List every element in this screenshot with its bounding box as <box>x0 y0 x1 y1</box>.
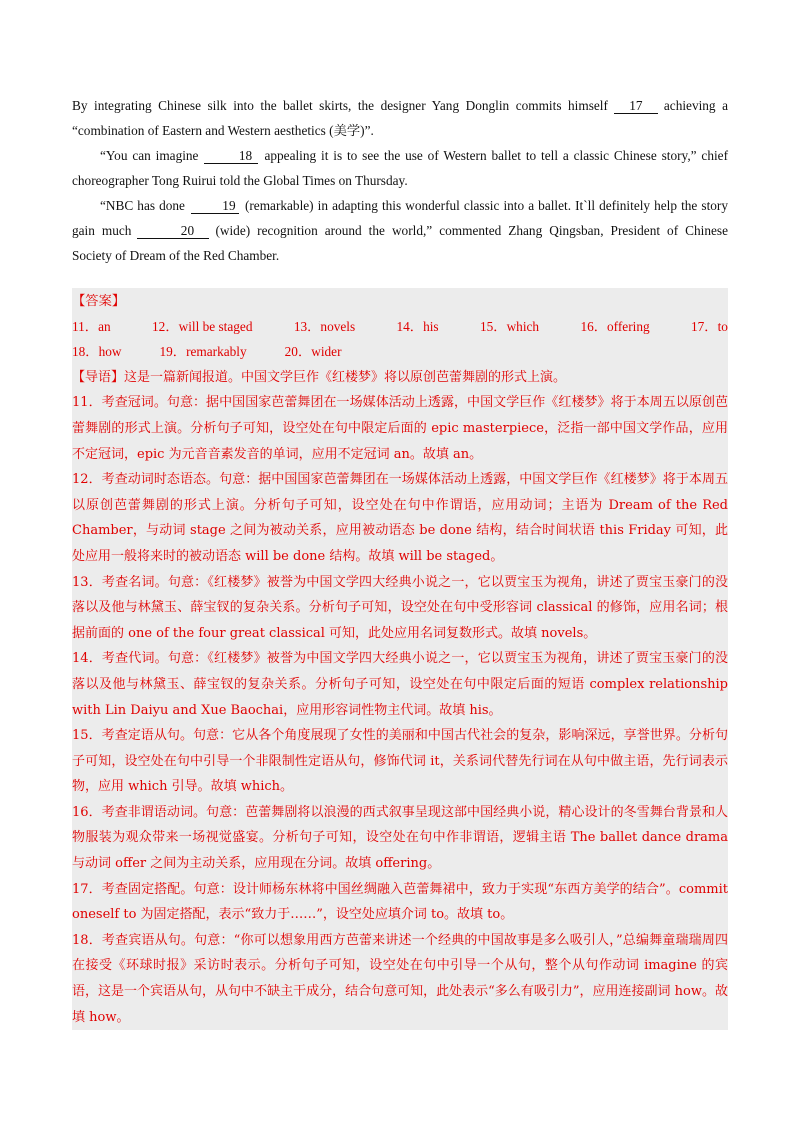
answer-14: 14．his <box>396 318 439 334</box>
answer-17: 17．to <box>690 318 728 334</box>
explanation-15: 15．考查定语从句。句意：它从各个角度展现了女性的美丽和中国古代社会的复杂，影响深远，享誉世界。分析句子可知，设空处在句中引导一个非限制性定语从句，修饰代词 it，关系词代替先行词在从句中做主语，先行词表示物，应用 which 引导。故填 which。 <box>72 728 728 795</box>
paragraph-1 <box>72 93 728 143</box>
guide-intro: 【导语】这是一篇新闻报道。中国文学巨作《红楼梦》将以原创芭蕾舞剧的形式上演。 <box>72 369 567 385</box>
explanation-17: 17．考查固定搭配。句意：设计师杨东林将中国丝绸融入芭蕾舞裙中，致力于实现“东西方美学的结合”。commit oneself to 为固定搭配，表示“致力于……”，设空处应填介词 to。故填 to。 <box>72 881 728 923</box>
explanation-18: 18．考查宾语从句。句意：“你可以想象用西方芭蕾来讲述一个经典的中国故事是多么吸引人，”总编舞童瑞瑞周四在接受《环球时报》采访时表示。分析句子可知，设空处在句中引导一个从句，整个从句作动词 imagine 的宾语，这是一个宾语从句，从句中不缺主干成分，结合句意可知，此处表示“多么有吸引力”，应用连接副词 how。故填 how。 <box>72 932 728 1025</box>
explanation-11: 11．考查冠词。句意：据中国国家芭蕾舞团在一场媒体活动上透露，中国文学巨作《红楼梦》将于本周五以原创芭蕾舞剧的形式上演。分析句子可知，设空处在句中限定后面的 epic masterpiece，泛指一部中国文学作品，应用不定冠词，epic 为元音音素发音的单词，应用不定冠词 an。故填 an。 <box>72 395 728 462</box>
paragraph-text: (wide) recognition around the world,” commented Zhang Qingsban, President of Chinese Society of Dream of the Red Chamber. <box>72 223 728 263</box>
paragraph-text: achieving a “combination of Eastern and Western aesthetics (美学)”. <box>72 98 728 138</box>
blank-17: 17 <box>614 98 658 114</box>
explanation-13: 13．考查名词。句意：《红楼梦》被誉为中国文学四大经典小说之一，它以贾宝玉为视角，讲述了贾宝玉豪门的没落以及他与林黛玉、薛宝钗的复杂关系。分析句子可知，设空处在句中受形容词 classical 的修饰，应用名词；根据前面的 one of the four great classical 可知，此处应用名词复数形式。故填 novels。 <box>72 574 728 641</box>
explanation-16: 16．考查非谓语动词。句意：芭蕾舞剧将以浪漫的西式叙事呈现这部中国经典小说，精心设计的冬雪舞台背景和人物服装为观众带来一场视觉盛宴。分析句子可知，设空处在句中作非谓语，逻辑主语 The ballet dance drama 与动词 offer 之间为主动关系，应用现在分词。故填 offering。 <box>72 804 728 872</box>
answer-row-2 <box>72 339 728 365</box>
answer-16: 16．offering <box>580 318 650 334</box>
passage <box>72 93 728 268</box>
explanation-14: 14．考查代词。句意：《红楼梦》被誉为中国文学四大经典小说之一，它以贾宝玉为视角，讲述了贾宝玉豪门的没落以及他与林黛玉、薛宝钗的复杂关系。分析句子可知，设空处在句中限定后面的短语 complex relationship with Lin Daiyu and Xue Baochai，应用形容词性物主代词。故填 his。 <box>72 651 728 718</box>
answer-13: 13．novels <box>293 318 356 334</box>
answer-heading: 【答案】 <box>72 293 126 308</box>
paragraph-text: appealing it is to see the use of Western ballet to tell a classic Chinese story,” chief choreographer Tong Ruirui told the Global Times on Thursday. <box>72 148 728 188</box>
answer-row-1 <box>72 314 728 340</box>
paragraph-2 <box>72 143 728 193</box>
paragraph-text: By integrating Chinese silk into the ballet skirts, the designer Yang Donglin commits himself <box>72 98 608 113</box>
explanations <box>72 365 728 1030</box>
answer-20: 20．wider <box>284 344 342 360</box>
blank-19: 19 <box>191 198 239 214</box>
paragraph-3 <box>72 193 728 268</box>
answer-18: 18．how <box>72 344 122 360</box>
answer-section <box>72 288 728 1030</box>
paragraph-text: “NBC has done <box>100 198 185 213</box>
answer-12: 12．will be staged <box>152 318 253 334</box>
paragraph-text: “You can imagine <box>100 148 199 163</box>
blank-18: 18 <box>204 148 258 164</box>
paragraph-text: (remarkable) in adapting this wonderful classic into a ballet. It`ll definitely help the story gain much <box>72 198 728 238</box>
blank-20: 20 <box>137 223 209 239</box>
answer-15: 15．which <box>479 318 540 334</box>
explanation-12: 12．考查动词时态语态。句意：据中国国家芭蕾舞团在一场媒体活动上透露，中国文学巨作《红楼梦》将于本周五以原创芭蕾舞剧的形式上演。分析句子可知，设空处在句中作谓语，应用动词；主语为 Dream of the Red Chamber，与动词 stage 之间为被动关系，应用被动语态 be done 结构，结合时间状语 this Friday 可知，此处应用一般将来时的被动语态 will be done 结构。故填 will be staged。 <box>72 472 728 564</box>
answer-11: 11．an <box>72 318 111 334</box>
answer-19: 19．remarkably <box>159 344 247 360</box>
